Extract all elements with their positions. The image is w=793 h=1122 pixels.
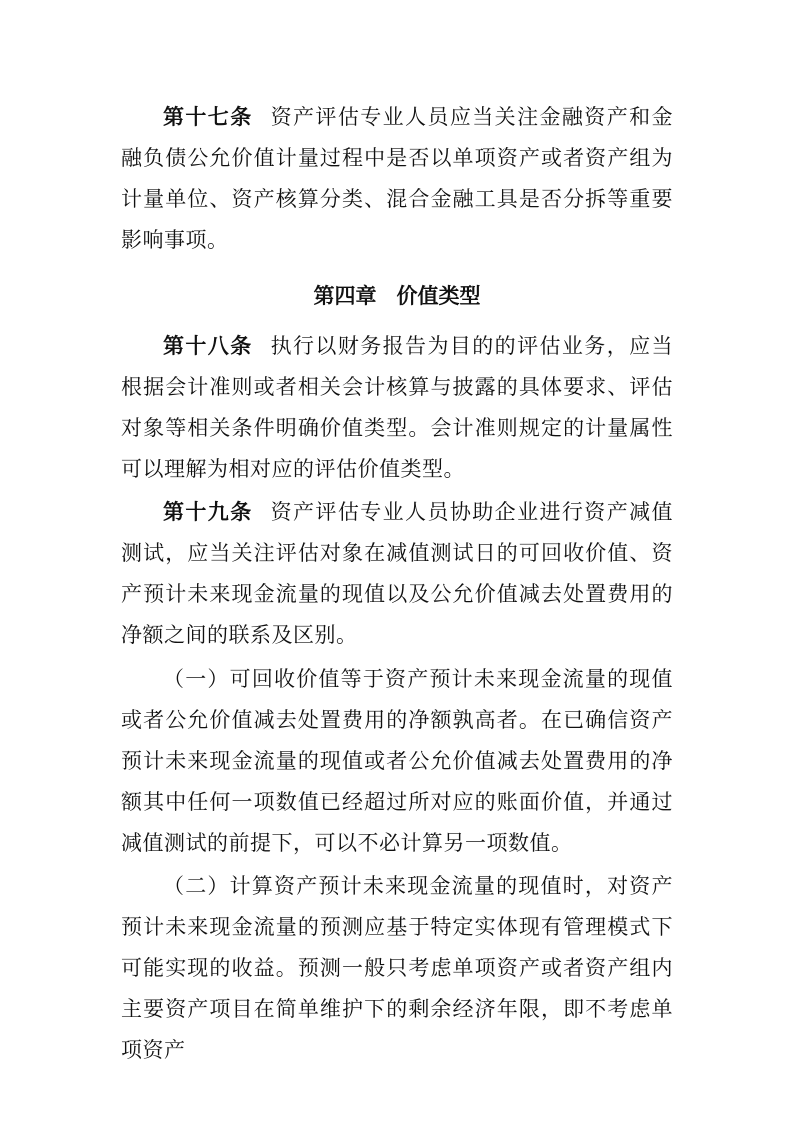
item-1: [121, 659, 673, 864]
article-18: [121, 326, 673, 490]
item-1-text: （一）可回收价值等于资产预计未来现金流量的现值或者公允价值减去处置费用的净额孰高者。在已确信资产预计未来现金流量的现值或者公允价值减去处置费用的净额其中任何一项数值已经超过所对应的账面价值，并通过减值测试的前提下，可以不必计算另一项数值。: [121, 667, 673, 855]
item-2-text: （二）计算资产预计未来现金流量的现值时，对资产预计未来现金流量的预测应基于特定实体现有管理模式下可能实现的收益。预测一般只考虑单项资产或者资产组内主要资产项目在简单维护下的剩余经济年限，即不考虑单项资产: [121, 874, 673, 1062]
article-18-text: 执行以财务报告为目的的评估业务，应当根据会计准则或者相关会计核算与披露的具体要求、评估对象等相关条件明确价值类型。会计准则规定的计量属性可以理解为相对应的评估价值类型。: [121, 334, 674, 481]
article-18-label: 第十八条: [163, 334, 253, 358]
chapter-title: 价值类型: [396, 284, 481, 308]
article-17-label: 第十七条: [163, 105, 253, 129]
item-2: [121, 866, 673, 1071]
article-17-text: 资产评估专业人员应当关注金融资产和金融负债公允价值计量过程中是否以单项资产或者资产组为计量单位、资产核算分类、混合金融工具是否分拆等重要影响事项。: [121, 105, 674, 252]
chapter-number: 第四章: [313, 284, 377, 308]
article-17: [121, 97, 673, 261]
article-19-text: 资产评估专业人员协助企业进行资产减值测试，应当关注评估对象在减值测试日的可回收价值、资产预计未来现金流量的现值以及公允价值减去处置费用的净额之间的联系及区别。: [121, 500, 674, 647]
chapter-heading: [121, 276, 673, 317]
article-19-label: 第十九条: [163, 500, 253, 524]
article-19: [121, 492, 673, 656]
